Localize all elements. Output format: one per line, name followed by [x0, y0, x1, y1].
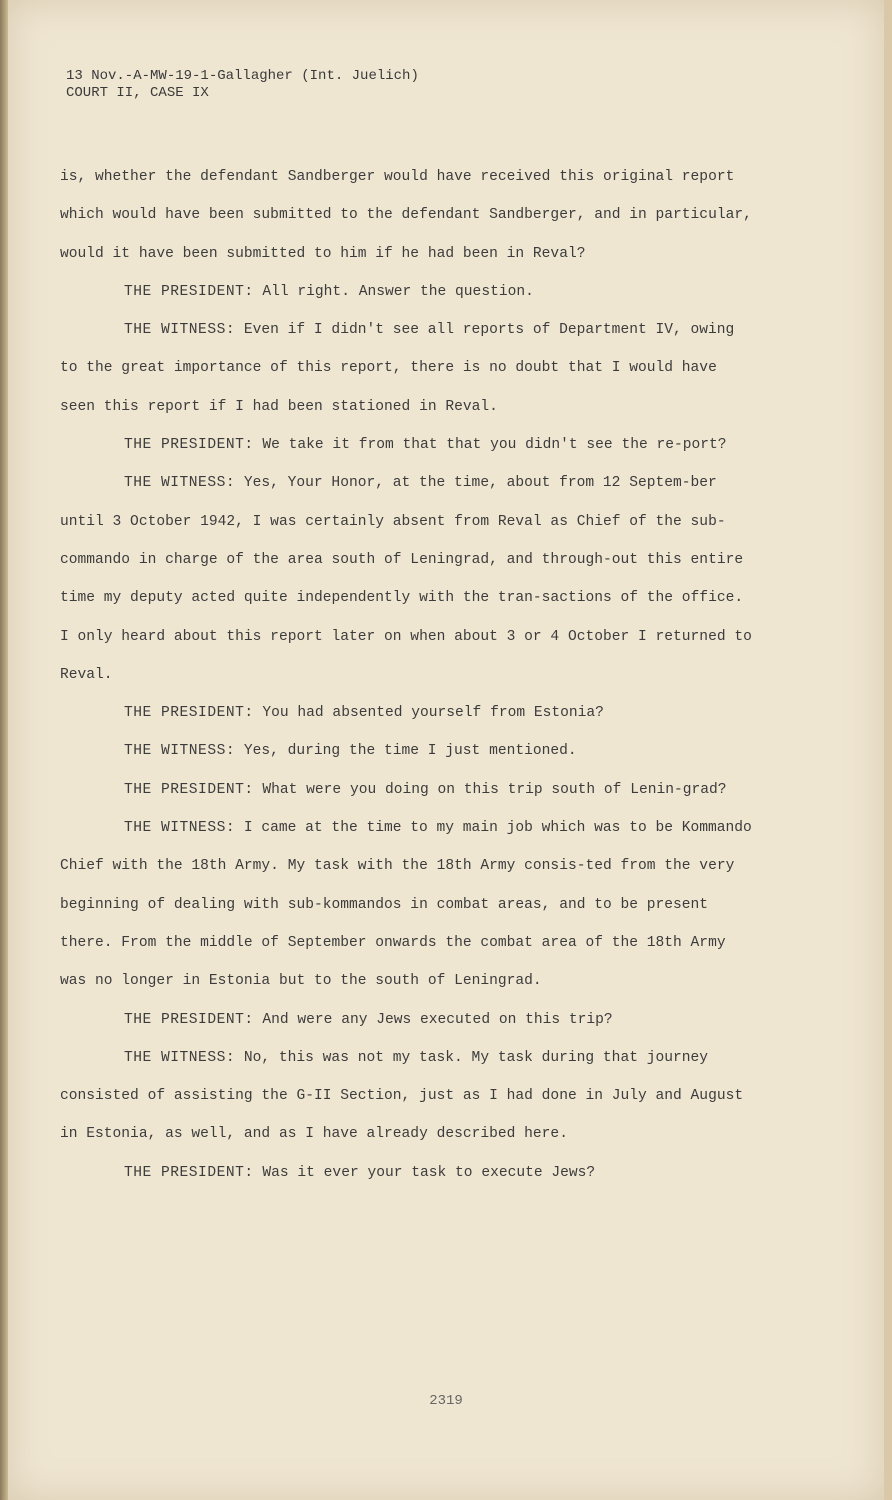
paragraph-text: Even if I didn't see all reports of Department IV, owing to the great importance of this report, there is no doubt that I would have seen this report if I had been stationed in Reval. [60, 322, 735, 415]
speaker-label: THE PRESIDENT: [124, 1164, 254, 1181]
transcript-paragraph [60, 1001, 760, 1039]
document-header [66, 68, 419, 102]
paragraph-text: We take it from that that you didn't see the re-port? [262, 437, 727, 454]
transcript-paragraph [60, 158, 760, 273]
page-number: 2319 [429, 1393, 463, 1409]
paragraph-text: You had absented yourself from Estonia? [262, 705, 604, 722]
transcript-paragraph [60, 464, 760, 694]
transcript-paragraph [60, 273, 760, 311]
paragraph-text: is, whether the defendant Sandberger would have received this original report which would have been submitted to the defendant Sandberger, and in particular, would it have been submitted to him if he had been in Reval? [60, 169, 752, 262]
speaker-label: THE WITNESS: [124, 322, 236, 339]
speaker-label: THE PRESIDENT: [124, 1011, 254, 1028]
speaker-label: THE WITNESS: [124, 743, 236, 760]
transcript-paragraph [60, 732, 760, 770]
speaker-label: THE WITNESS: [124, 820, 236, 837]
speaker-label: THE PRESIDENT: [124, 781, 254, 798]
paragraph-text: What were you doing on this trip south of Lenin-grad? [262, 781, 727, 798]
paragraph-text: All right. Answer the question. [262, 283, 534, 300]
paragraph-text: Was it ever your task to execute Jews? [262, 1164, 596, 1181]
transcript-body [60, 158, 760, 1192]
paragraph-text: And were any Jews executed on this trip? [262, 1011, 613, 1028]
speaker-label: THE WITNESS: [124, 1049, 236, 1066]
paragraph-text: I came at the time to my main job which was to be Kommando Chief with the 18th Army. My task with the 18th Army consis-ted from the very beginning of dealing with sub-kommandos in combat areas, and to be present there. From the middle of September onwards the combat area of the 18th Army was no longer in Estonia but to the south of Leningrad. [60, 820, 752, 990]
speaker-label: THE PRESIDENT: [124, 437, 254, 454]
header-line-2: COURT II, CASE IX [66, 85, 209, 101]
document-page [8, 0, 884, 1500]
transcript-paragraph [60, 311, 760, 426]
transcript-paragraph [60, 1039, 760, 1154]
binding-edge [0, 0, 8, 1500]
speaker-label: THE WITNESS: [124, 475, 236, 492]
transcript-paragraph [60, 694, 760, 732]
header-line-1: 13 Nov.-A-MW-19-1-Gallagher (Int. Juelich) [66, 68, 419, 84]
speaker-label: THE PRESIDENT: [124, 283, 254, 300]
paragraph-text: No, this was not my task. My task during that journey consisted of assisting the G-II Section, just as I had done in July and August in Estonia, as well, and as I have already described here. [60, 1049, 744, 1143]
transcript-paragraph [60, 1154, 760, 1192]
paragraph-text: Yes, Your Honor, at the time, about from 12 Septem-ber until 3 October 1942, I was certainly absent from Reval as Chief of the sub-commando in charge of the area south of Leningrad, and through-out this entire time my deputy acted quite independently with the tran-sactions of the office. I only heard about this report later on when about 3 or 4 October I returned to Reval. [60, 475, 752, 683]
speaker-label: THE PRESIDENT: [124, 705, 254, 722]
transcript-paragraph [60, 809, 760, 1000]
transcript-paragraph [60, 426, 760, 464]
paragraph-text: Yes, during the time I just mentioned. [243, 743, 577, 760]
transcript-paragraph [60, 771, 760, 809]
